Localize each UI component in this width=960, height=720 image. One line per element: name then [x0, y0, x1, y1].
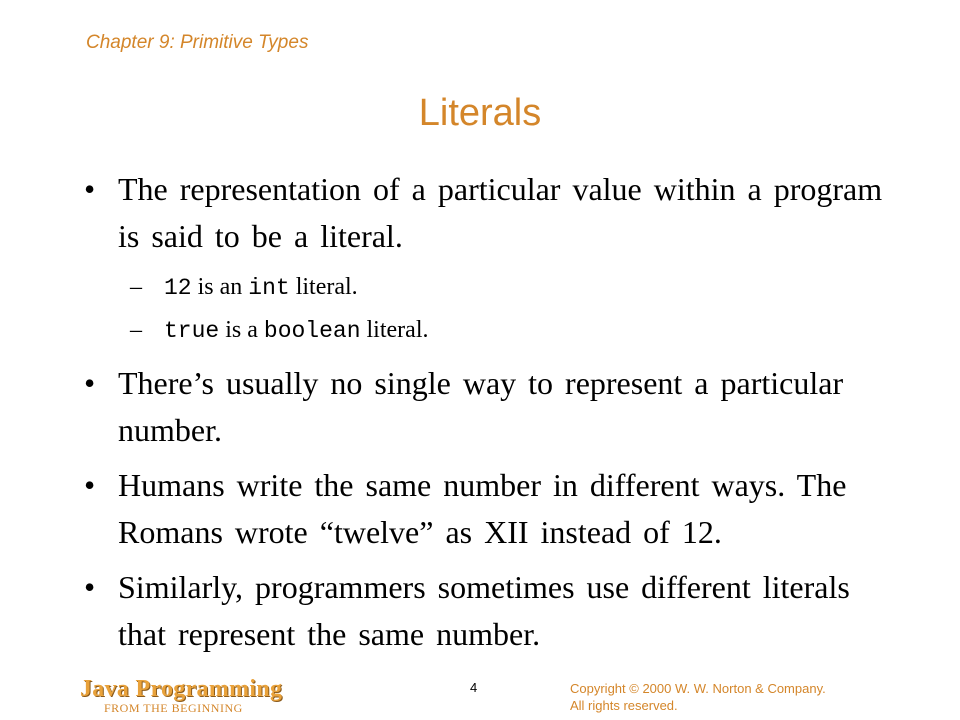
- book-logo: [80, 676, 320, 716]
- sub-text: literal.: [289, 274, 358, 300]
- copyright-notice: [570, 680, 826, 714]
- logo-title: Java Programming: [80, 676, 283, 702]
- bullet-text: Humans write the same number in different ways. The Romans wrote “twelve” as XII instead of 12.: [118, 467, 847, 550]
- sub-item: [84, 266, 894, 309]
- slide-title: Literals: [418, 92, 542, 134]
- bullet-item: [84, 564, 894, 658]
- chapter-heading: Chapter 9: Primitive Types: [86, 32, 309, 53]
- code-type: int: [248, 275, 290, 301]
- bullet-text: The representation of a particular value within a program is said to be a literal.: [118, 171, 883, 254]
- sub-item: [84, 309, 894, 352]
- bullet-text: Similarly, programmers sometimes use different literals that represent the same number.: [118, 569, 850, 652]
- bullet-marker: •: [84, 365, 96, 401]
- bullet-item: [84, 360, 894, 454]
- sub-list: [84, 266, 894, 352]
- bullet-item: [84, 462, 894, 556]
- bullet-item: [84, 166, 894, 260]
- sub-marker: –: [130, 274, 142, 300]
- bullet-text: There’s usually no single way to represent a particular number.: [118, 365, 844, 448]
- bullet-marker: •: [84, 171, 96, 207]
- sub-marker: –: [130, 317, 142, 343]
- sub-text: literal.: [360, 317, 429, 343]
- copyright-line: Copyright © 2000 W. W. Norton & Company.: [570, 681, 826, 696]
- code-literal: 12: [164, 275, 192, 301]
- slide-body: [84, 166, 894, 658]
- sub-text: is an: [191, 274, 249, 300]
- bullet-marker: •: [84, 467, 96, 503]
- bullet-marker: •: [84, 569, 96, 605]
- page-number: 4: [470, 680, 478, 695]
- copyright-line: All rights reserved.: [570, 698, 678, 713]
- code-type: boolean: [263, 318, 361, 344]
- code-literal: true: [164, 318, 220, 344]
- sub-text: is a: [219, 317, 264, 343]
- logo-subtitle: FROM THE BEGINNING: [104, 701, 243, 715]
